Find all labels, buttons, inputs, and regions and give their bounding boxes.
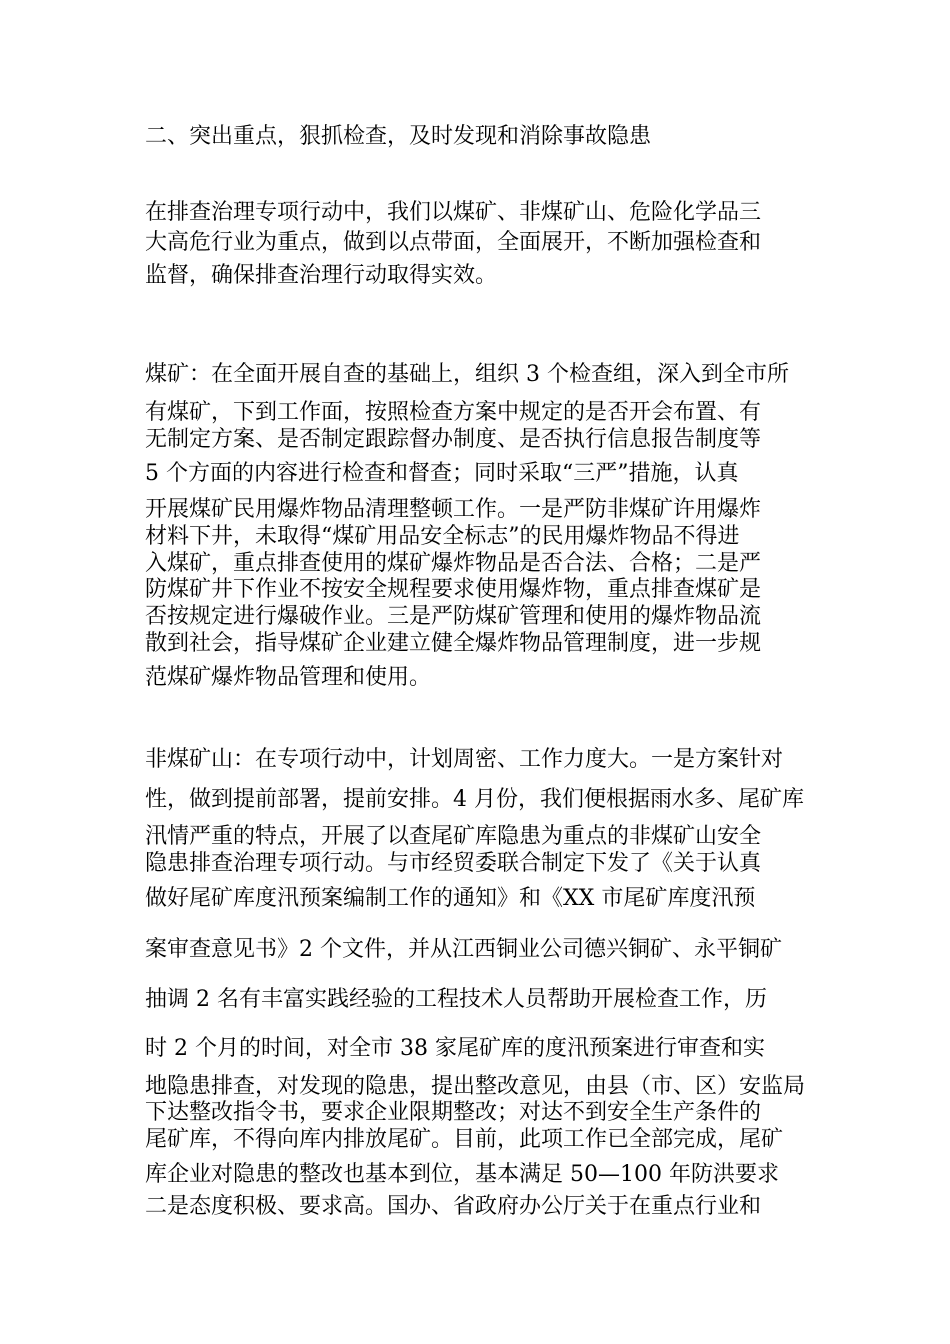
paragraph-intro-line: 大高危行业为重点，做到以点带面，全面展开，不断加强检查和 bbox=[145, 230, 762, 255]
paragraph-noncoal-line: 时 2 个月的时间，对全市 38 家尾矿库的度汛预案进行审查和实 bbox=[145, 1036, 765, 1061]
paragraph-coal-line: 5 个方面的内容进行检查和督查；同时采取“三严”措施，认真 bbox=[145, 461, 739, 486]
paragraph-noncoal-line: 地隐患排查，对发现的隐患，提出整改意见，由县（市、区）安监局 bbox=[145, 1074, 806, 1099]
paragraph-noncoal-line: 性，做到提前部署，提前安排。4 月份，我们便根据雨水多、尾矿库 bbox=[145, 787, 804, 812]
paragraph-coal-line: 开展煤矿民用爆炸物品清理整顿工作。一是严防非煤矿许用爆炸 bbox=[145, 497, 762, 522]
paragraph-intro-line: 监督，确保排查治理行动取得实效。 bbox=[145, 263, 498, 288]
paragraph-noncoal-line: 隐患排查治理专项行动。与市经贸委联合制定下发了《关于认真 bbox=[145, 851, 762, 876]
paragraph-coal-line: 无制定方案、是否制定跟踪督办制度、是否执行信息报告制度等 bbox=[145, 427, 762, 452]
paragraph-noncoal-line: 库企业对隐患的整改也基本到位，基本满足 50—100 年防洪要求 bbox=[145, 1162, 779, 1187]
paragraph-noncoal-line: 非煤矿山：在专项行动中，计划周密、工作力度大。一是方案针对 bbox=[145, 747, 784, 772]
paragraph-intro-line: 在排查治理专项行动中，我们以煤矿、非煤矿山、危险化学品三 bbox=[145, 200, 762, 225]
paragraph-coal-line: 防煤矿井下作业不按安全规程要求使用爆炸物，重点排查煤矿是 bbox=[145, 577, 762, 602]
paragraph-noncoal-line: 下达整改指令书，要求企业限期整改；对达不到安全生产条件的 bbox=[145, 1100, 762, 1125]
paragraph-noncoal-line: 案审查意见书》2 个文件，并从江西铜业公司德兴铜矿、永平铜矿 bbox=[145, 937, 782, 962]
section-heading: 二、突出重点，狠抓检查，及时发现和消除事故隐患 bbox=[145, 124, 652, 149]
paragraph-noncoal-line: 抽调 2 名有丰富实践经验的工程技术人员帮助开展检查工作，历 bbox=[145, 987, 767, 1012]
paragraph-coal-line: 散到社会，指导煤矿企业建立健全爆炸物品管理制度，进一步规 bbox=[145, 631, 762, 656]
paragraph-noncoal-line: 汛情严重的特点，开展了以查尾矿库隐患为重点的非煤矿山安全 bbox=[145, 824, 762, 849]
paragraph-coal-line: 入煤矿，重点排查使用的煤矿爆炸物品是否合法、合格；二是严 bbox=[145, 551, 762, 576]
paragraph-coal-line: 煤矿：在全面开展自查的基础上，组织 3 个检查组，深入到全市所 bbox=[145, 362, 789, 387]
paragraph-coal-line: 范煤矿爆炸物品管理和使用。 bbox=[145, 665, 432, 690]
paragraph-noncoal-line: 尾矿库，不得向库内排放尾矿。目前，此项工作已全部完成，尾矿 bbox=[145, 1127, 784, 1152]
paragraph-coal-line: 否按规定进行爆破作业。三是严防煤矿管理和使用的爆炸物品流 bbox=[145, 604, 762, 629]
paragraph-noncoal-line: 二是态度积极、要求高。国办、省政府办公厅关于在重点行业和 bbox=[145, 1194, 762, 1219]
paragraph-noncoal-line: 做好尾矿库度汛预案编制工作的通知》和《XX 市尾矿库度汛预 bbox=[145, 886, 756, 911]
paragraph-coal-line: 有煤矿，下到工作面，按照检查方案中规定的是否开会布置、有 bbox=[145, 400, 762, 425]
paragraph-coal-line: 材料下井，未取得“煤矿用品安全标志”的民用爆炸物品不得进 bbox=[145, 524, 740, 549]
